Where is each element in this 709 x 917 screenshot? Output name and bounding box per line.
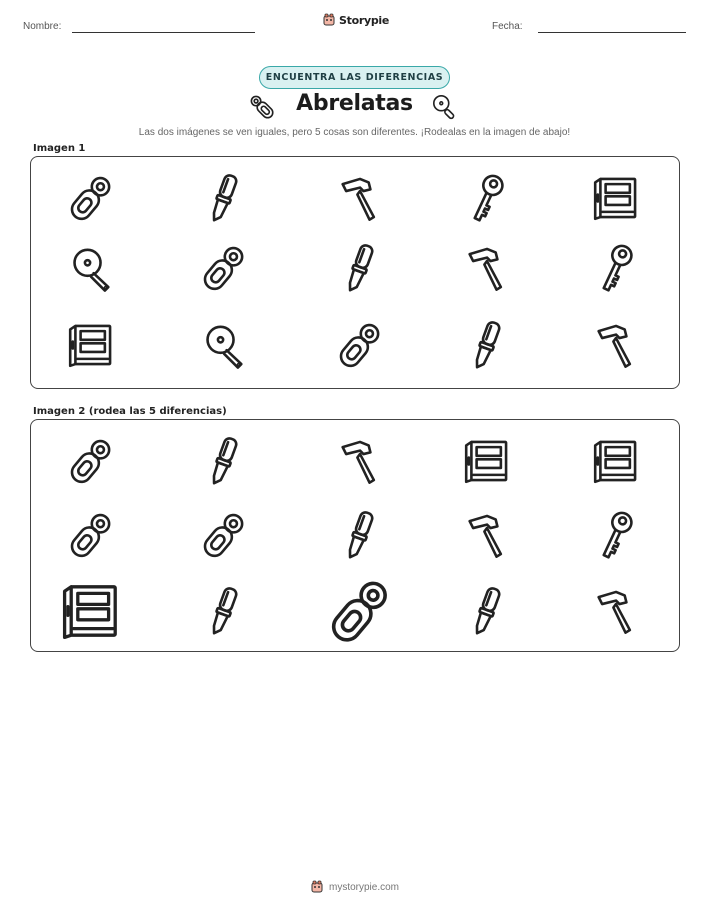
knife-icon[interactable] [334, 509, 386, 561]
cabinet-icon [590, 172, 642, 224]
name-label: Nombre: [23, 21, 62, 32]
page-title: Abrelatas [296, 91, 413, 116]
knife-icon [334, 242, 386, 294]
pizza-cutter-icon [65, 242, 117, 294]
cabinet-icon[interactable] [590, 435, 642, 487]
hammer-icon[interactable] [334, 435, 386, 487]
key-icon [461, 172, 513, 224]
can-opener-icon[interactable] [65, 509, 117, 561]
name-line[interactable] [72, 32, 255, 33]
knife-icon[interactable] [198, 585, 250, 637]
cabinet-icon[interactable] [461, 435, 513, 487]
footer [0, 880, 709, 894]
image1-label: Imagen 1 [33, 143, 86, 154]
pizza-cutter-icon [431, 93, 459, 121]
can-opener-icon [198, 242, 250, 294]
brand-name: Storypie [339, 13, 390, 27]
can-opener-icon[interactable] [65, 435, 117, 487]
hammer-icon[interactable] [461, 509, 513, 561]
date-label: Fecha: [492, 21, 523, 32]
banner [259, 66, 450, 89]
knife-icon[interactable] [198, 435, 250, 487]
storypie-logo-icon [322, 13, 336, 27]
hammer-icon[interactable] [590, 585, 642, 637]
key-icon[interactable] [590, 509, 642, 561]
footer-url: mystorypie.com [328, 881, 399, 893]
image2-label: Imagen 2 (rodea las 5 diferencias) [33, 406, 227, 417]
knife-icon [461, 319, 513, 371]
cabinet-icon[interactable] [58, 578, 124, 644]
can-opener-icon[interactable] [198, 509, 250, 561]
knife-icon [198, 172, 250, 224]
can-opener-icon [65, 172, 117, 224]
hammer-icon [590, 319, 642, 371]
key-icon [590, 242, 642, 294]
brand-logo [322, 13, 389, 27]
cabinet-icon [65, 319, 117, 371]
banner-text: ENCUENTRA LAS DIFERENCIAS [265, 72, 444, 83]
can-opener-icon [334, 319, 386, 371]
knife-icon[interactable] [461, 585, 513, 637]
can-opener-icon[interactable] [324, 575, 396, 647]
hammer-icon [334, 172, 386, 224]
pizza-cutter-icon [198, 319, 250, 371]
instructions: Las dos imágenes se ven iguales, pero 5 cosas son diferentes. ¡Rodealas en la imagen de abajo! [138, 127, 571, 138]
storypie-logo-icon [310, 880, 324, 894]
hammer-icon [461, 242, 513, 294]
date-line[interactable] [538, 32, 686, 33]
